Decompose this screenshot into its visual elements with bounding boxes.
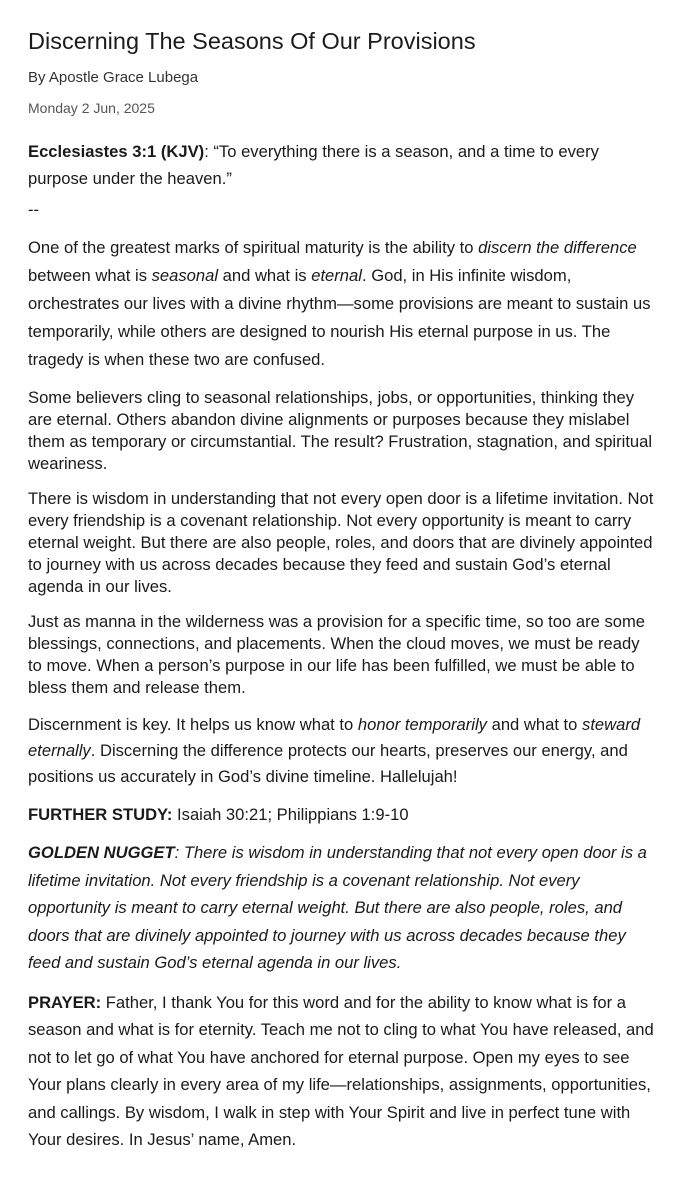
paragraph-1 [28,234,656,374]
p5-emphasis-honor: honor temporarily [357,715,487,734]
p5-text-e: . Discerning the difference protects our hearts, preserves our energy, and positions us accurately in God’s divine timeline. Hallelujah! [28,741,628,786]
p1-text-e: and what is [218,266,312,285]
article-author: By Apostle Grace Lubega [28,69,199,86]
prayer-label: PRAYER: [28,992,102,1012]
paragraph-4: Just as manna in the wilderness was a provision for a specific time, so too are some blessings, connections, and placements. When the cloud moves, we must be ready to move. When a person’s purpose in our life has been fulfilled, we must be able to bless them and release them. [28,612,646,697]
further-study [28,803,656,827]
further-study-text: Isaiah 30:21; Philippians 1:9-10 [172,805,409,824]
p1-emphasis-seasonal: seasonal [151,266,219,285]
p1-emphasis-eternal: eternal [311,266,362,285]
p1-text-c: between what is [28,266,152,285]
p1-text-g: . God, in His infinite wisdom, orchestrates our lives with a divine rhythm—some provisions are meant to sustain us temporarily, while others are designed to nourish His eternal purpose in us. The tragedy is when these two are confused. [28,266,651,369]
paragraph-5 [28,712,656,790]
scripture-verse [28,138,656,192]
p1-emphasis-discern: discern the difference [478,238,637,257]
golden-nugget [28,839,656,977]
golden-nugget-text: : There is wisdom in understanding that not every open door is a lifetime invitation. Not every friendship is a covenant relationship. Not every opportunity is meant to carry eternal weight. But there are also people, roles, and doors that are divinely appointed to journey with us across decades because they feed and sustain God’s eternal agenda in our lives. [28,843,647,972]
paragraph-2: Some believers cling to seasonal relationships, jobs, or opportunities, thinking they are eternal. Others abandon divine alignments or purposes because they mislabel them as temporary or circumstantial. The result? Frustration, stagnation, and spiritual weariness. [28,388,653,473]
golden-nugget-label: GOLDEN NUGGET [28,843,175,862]
p5-text-a: Discernment is key. It helps us know what to [28,715,358,734]
prayer [28,989,656,1154]
p5-emphasis-steward: steward eternally [28,715,641,760]
verse-text: : “To everything there is a season, and a time to every purpose under the heaven.” [28,142,599,188]
verse-reference: Ecclesiastes 3:1 (KJV) [28,142,205,161]
p1-text-a: One of the greatest marks of spiritual maturity is the ability to [28,238,479,257]
further-study-label: FURTHER STUDY: [28,805,173,824]
article-title: Discerning The Seasons Of Our Provisions [28,28,476,54]
p5-text-c: and what to [486,715,583,734]
article-date: Monday 2 Jun, 2025 [28,100,155,116]
paragraph-3: There is wisdom in understanding that not every open door is a lifetime invitation. Not every friendship is a covenant relationship. Not every opportunity is meant to carry eternal weight. But there are also people, roles, and doors that are divinely appointed to journey with us across decades because they feed and sustain God’s eternal agenda in our lives. [28,489,654,596]
prayer-text: Father, I thank You for this word and for the ability to know what is for a season and what is for eternity. Teach me not to cling to what You have released, and not to let go of what You have anchored for eternal purpose. Open my eyes to see Your plans clearly in every area of my life—relationships, assignments, opportunities, and callings. By wisdom, I walk in step with Your Spirit and live in perfect tune with Your desires. In Jesus’ name, Amen. [28,992,654,1149]
section-separator: -- [28,200,40,219]
